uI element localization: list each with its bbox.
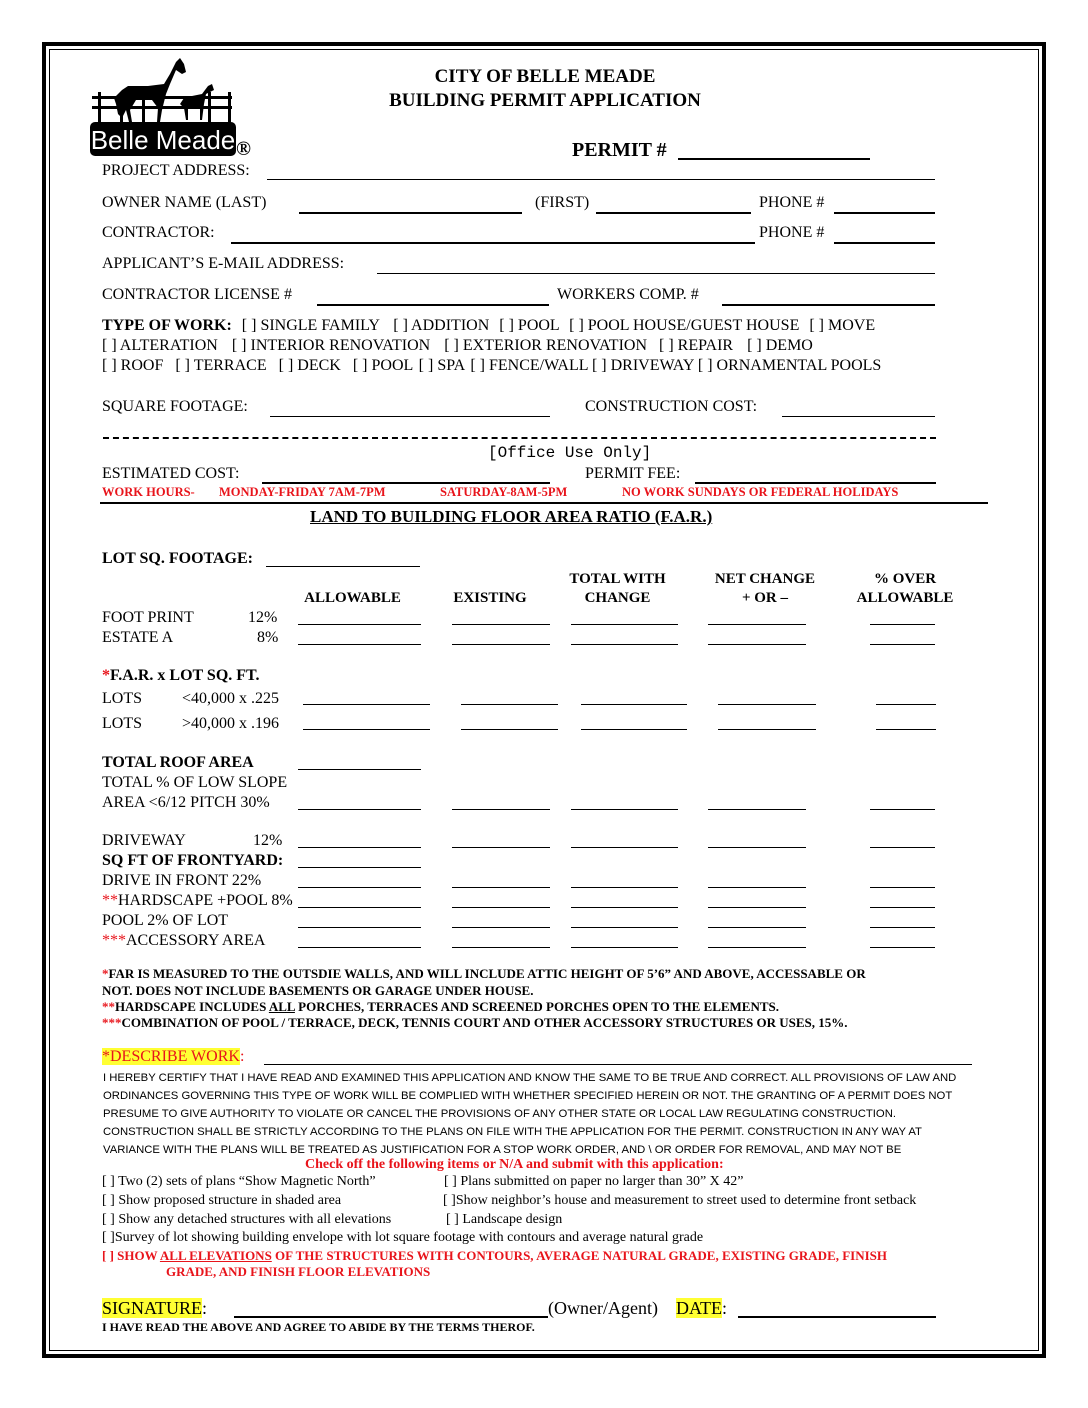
checkbox-interior-renovation[interactable]: [ ] INTERIOR RENOVATION: [231, 337, 431, 354]
lots-large-formula: >40,000 x .196: [182, 715, 280, 732]
estate-a-total-with-change-input[interactable]: [573, 629, 676, 645]
owner-phone-input[interactable]: [836, 195, 933, 211]
checklist-paper-size[interactable]: [ ] Plans submitted on paper no larger than 30” X 42”: [444, 1174, 744, 1189]
low-slope-pct-over-input[interactable]: [872, 794, 933, 810]
checklist-landscape-design[interactable]: [ ] Landscape design: [446, 1212, 563, 1227]
lots-large-total-with-change-input[interactable]: [583, 714, 685, 730]
estate-a-allowable-input[interactable]: [300, 629, 419, 645]
driveway-pct: 12%: [253, 832, 283, 849]
lots-small-label: LOTS: [102, 690, 142, 707]
lots-small-pct-over-input[interactable]: [878, 689, 934, 705]
pool-total-with-change-input[interactable]: [573, 912, 676, 928]
checkbox-addition[interactable]: [ ] ADDITION: [393, 317, 490, 334]
contractor-input[interactable]: [233, 225, 751, 241]
belle-meade-logo: [88, 54, 243, 162]
office-use-divider: [103, 437, 936, 439]
contractor-license-label: CONTRACTOR LICENSE #: [102, 286, 292, 303]
owner-agent-label: (Owner/Agent): [548, 1298, 658, 1318]
estimated-cost-input[interactable]: [264, 465, 548, 481]
pool-existing-input[interactable]: [454, 912, 548, 928]
project-address-label: PROJECT ADDRESS:: [102, 162, 250, 179]
work-hours-label: WORK HOURS-: [102, 485, 195, 499]
square-footage-label: SQUARE FOOTAGE:: [102, 398, 248, 415]
lots-large-net-change-input[interactable]: [720, 714, 814, 730]
contractor-phone-input[interactable]: [836, 225, 933, 241]
lot-sq-footage-input[interactable]: [268, 551, 418, 567]
signature-label: SIGNATURE:: [102, 1298, 208, 1318]
square-footage-input[interactable]: [272, 399, 547, 415]
col-net-change: NET CHANGE + OR –: [714, 571, 816, 606]
footprint-total-with-change-input[interactable]: [573, 609, 676, 625]
driveway-label: DRIVEWAY: [102, 832, 186, 849]
footprint-allowable-input[interactable]: [300, 609, 419, 625]
permit-fee-input[interactable]: [697, 465, 933, 481]
certification-line-5: VARIANCE WITH THE PLANS WILL BE TREATED AS JUSTIFICATION FOR A STOP WORK ORDER, AND \ OR ORDER FOR REMOVAL, AND MAY NOT BE: [103, 1144, 902, 1156]
drive-in-front-net-change-input[interactable]: [710, 872, 804, 888]
checklist-survey[interactable]: [ ]Survey of lot showing building envelope with lot square footage with contours and average natural grade: [102, 1230, 704, 1245]
hardscape-allowable-input[interactable]: [300, 892, 419, 908]
accessory-area-total-with-change-input[interactable]: [573, 932, 676, 948]
lots-large-existing-input[interactable]: [463, 714, 556, 730]
drive-in-front-pct-over-input[interactable]: [872, 872, 933, 888]
note-far-1: *FAR IS MEASURED TO THE OUTSDIE WALLS, AND WILL INCLUDE ATTIC HEIGHT OF 5’6” AND ABOVE, ACCESSABLE OR: [102, 966, 866, 981]
footprint-pct-over-input[interactable]: [872, 609, 933, 625]
contractor-phone-label: PHONE #: [759, 224, 825, 241]
checklist-neighbor-house[interactable]: [ ]Show neighbor’s house and measurement to street used to determine front setback: [443, 1193, 917, 1208]
checkbox-move[interactable]: [ ] MOVE: [809, 317, 876, 334]
lots-small-existing-input[interactable]: [463, 689, 556, 705]
accessory-area-net-change-input[interactable]: [710, 932, 804, 948]
frontyard-label: SQ FT OF FRONTYARD:: [102, 852, 284, 869]
hardscape-total-with-change-input[interactable]: [573, 892, 676, 908]
type-of-work-row-3: [102, 357, 881, 375]
estate-a-pct: 8%: [257, 629, 279, 646]
checklist-elevations-line-2: GRADE, AND FINISH FLOOR ELEVATIONS: [166, 1264, 431, 1279]
owner-last-input[interactable]: [301, 195, 519, 211]
footprint-net-change-input[interactable]: [710, 609, 804, 625]
horse-logo-icon: [88, 54, 243, 162]
work-hours-sunday: NO WORK SUNDAYS OR FEDERAL HOLIDAYS: [622, 485, 899, 499]
col-total-with-change: TOTAL WITH CHANGE: [569, 571, 666, 606]
pool-allowable-input[interactable]: [300, 912, 419, 928]
checkbox-pool-house[interactable]: [ ] POOL HOUSE/GUEST HOUSE: [569, 317, 800, 334]
estate-a-label: ESTATE A: [102, 629, 174, 646]
checklist-detached-structures[interactable]: [ ] Show any detached structures with all elevations: [102, 1212, 392, 1227]
accessory-area-label: ***ACCESSORY AREA: [102, 932, 266, 949]
frontyard-allowable-input[interactable]: [300, 852, 419, 868]
email-input[interactable]: [379, 256, 931, 272]
lots-small-net-change-input[interactable]: [720, 689, 814, 705]
contractor-label: CONTRACTOR:: [102, 224, 215, 241]
col-pct-over-allowable: % OVER ALLOWABLE: [856, 571, 954, 606]
type-of-work-row-1: [102, 317, 875, 335]
checkbox-deck[interactable]: [ ] DECK: [278, 357, 341, 374]
hardscape-net-change-input[interactable]: [710, 892, 804, 908]
registered-mark: ®: [236, 138, 251, 160]
hardscape-existing-input[interactable]: [454, 892, 548, 908]
low-slope-label-1: TOTAL % OF LOW SLOPE: [102, 774, 288, 791]
email-label: APPLICANT’S E-MAIL ADDRESS:: [102, 255, 345, 272]
pool-label: POOL 2% OF LOT: [102, 912, 229, 929]
col-existing: EXISTING: [453, 590, 527, 606]
checkbox-terrace[interactable]: [ ] TERRACE: [175, 357, 267, 374]
accessory-area-existing-input[interactable]: [454, 932, 548, 948]
driveway-existing-input[interactable]: [454, 832, 548, 848]
construction-cost-input[interactable]: [784, 399, 932, 415]
driveway-pct-over-input[interactable]: [872, 832, 933, 848]
agreement-statement: I HAVE READ THE ABOVE AND AGREE TO ABIDE BY THE TERMS THEROF.: [102, 1320, 535, 1334]
lots-small-allowable-input[interactable]: [305, 689, 428, 705]
drive-in-front-existing-input[interactable]: [454, 872, 548, 888]
low-slope-total-with-change-input[interactable]: [573, 794, 676, 810]
lot-sq-footage-label: LOT SQ. FOOTAGE:: [102, 550, 253, 567]
svg-text:Belle Meade: Belle Meade: [90, 125, 236, 155]
certification-line-1: I HEREBY CERTIFY THAT I HAVE READ AND EXAMINED THIS APPLICATION AND KNOW THE SAME TO BE TRUE AND CORRECT. ALL PROVISIONS OF LAW AND: [103, 1072, 957, 1084]
project-address-input[interactable]: [270, 163, 930, 179]
far-formula-heading: *F.A.R. x LOT SQ. FT.: [102, 667, 260, 684]
note-accessory: ***COMBINATION OF POOL / TERRACE, DECK, TENNIS COURT AND OTHER ACCESSORY STRUCTURES OR USES, 15%.: [102, 1015, 848, 1030]
checkbox-demo[interactable]: [ ] DEMO: [747, 337, 813, 354]
total-roof-area-allowable-input[interactable]: [300, 754, 419, 770]
signature-input[interactable]: [236, 1298, 546, 1314]
footprint-pct: 12%: [248, 609, 278, 626]
checkbox-roof[interactable]: [ ] ROOF: [102, 357, 164, 374]
pool-pct-over-input[interactable]: [872, 912, 933, 928]
hardscape-label: **HARDSCAPE +POOL 8%: [102, 892, 293, 909]
workers-comp-label: WORKERS COMP. #: [557, 286, 699, 303]
drive-in-front-label: DRIVE IN FRONT 22%: [102, 872, 262, 889]
total-roof-area-label: TOTAL ROOF AREA: [102, 754, 254, 771]
drive-in-front-total-with-change-input[interactable]: [573, 872, 676, 888]
checkbox-ornamental-pools[interactable]: [ ] ORNAMENTAL POOLS: [697, 357, 882, 374]
checklist-heading: Check off the following items or N/A and submit with this application:: [305, 1157, 724, 1172]
low-slope-allowable-input[interactable]: [300, 794, 419, 810]
checkbox-spa[interactable]: [ ] SPA: [418, 357, 465, 374]
lots-small-formula: <40,000 x .225: [182, 690, 280, 707]
footprint-existing-input[interactable]: [454, 609, 548, 625]
checkbox-exterior-renovation[interactable]: [ ] EXTERIOR RENOVATION: [444, 337, 647, 354]
certification-line-2: ORDINANCES GOVERNING THIS TYPE OF WORK WILL BE COMPLIED WITH WHETHER SPECIFIED HEREIN OR NOT. THE GRANTING OF A PERMIT DOES NOT: [103, 1090, 953, 1102]
city-title: CITY OF BELLE MEADE: [434, 66, 656, 87]
lots-large-allowable-input[interactable]: [305, 714, 428, 730]
low-slope-net-change-input[interactable]: [710, 794, 804, 810]
owner-last-label: OWNER NAME (LAST): [102, 194, 267, 211]
certification-line-3: PRESUME TO GIVE AUTHORITY TO VIOLATE OR CANCEL THE PROVISIONS OF ANY OTHER STATE OR LOCAL LAW REGULATING CONSTRUCTION.: [103, 1108, 897, 1120]
work-hours-saturday: SATURDAY-8AM-5PM: [440, 485, 568, 499]
accessory-area-pct-over-input[interactable]: [872, 932, 933, 948]
driveway-total-with-change-input[interactable]: [573, 832, 676, 848]
estate-a-pct-over-input[interactable]: [872, 629, 933, 645]
construction-cost-label: CONSTRUCTION COST:: [585, 398, 758, 415]
owner-phone-label: PHONE #: [759, 194, 825, 211]
permit-number-input[interactable]: [680, 140, 868, 156]
date-input[interactable]: [740, 1298, 934, 1314]
permit-fee-label: PERMIT FEE:: [585, 465, 681, 482]
lots-large-label: LOTS: [102, 715, 142, 732]
lots-small-total-with-change-input[interactable]: [583, 689, 685, 705]
note-hardscape: **HARDSCAPE INCLUDES ALL PORCHES, TERRACES AND SCREENED PORCHES OPEN TO THE ELEMENTS.: [102, 999, 780, 1014]
checkbox-pool[interactable]: [ ] POOL: [499, 317, 560, 334]
owner-first-input[interactable]: [598, 195, 748, 211]
pool-net-change-input[interactable]: [710, 912, 804, 928]
describe-work-input[interactable]: [266, 1049, 966, 1065]
describe-work-label: *DESCRIBE WORK:: [102, 1048, 245, 1065]
col-allowable: ALLOWABLE: [304, 590, 401, 606]
type-of-work-row-2: [102, 337, 813, 355]
lots-large-pct-over-input[interactable]: [878, 714, 934, 730]
checkbox-pool-2[interactable]: [ ] POOL: [352, 357, 413, 374]
owner-first-label: (FIRST): [535, 194, 590, 211]
permit-number-label: PERMIT #: [572, 139, 667, 161]
checklist-shaded-area[interactable]: [ ] Show proposed structure in shaded area: [102, 1193, 342, 1208]
office-use-label: [Office Use Only]: [488, 444, 652, 462]
checkbox-fence-wall[interactable]: [ ] FENCE/WALL: [470, 357, 588, 374]
type-of-work-label: TYPE OF WORK:: [102, 317, 232, 334]
workers-comp-input[interactable]: [724, 287, 932, 303]
low-slope-existing-input[interactable]: [454, 794, 548, 810]
estate-a-net-change-input[interactable]: [710, 629, 804, 645]
checklist-elevations[interactable]: [ ] SHOW ALL ELEVATIONS OF THE STRUCTURES WITH CONTOURS, AVERAGE NATURAL GRADE, EXISTING GRADE, FINISH: [102, 1248, 888, 1263]
hardscape-pct-over-input[interactable]: [872, 892, 933, 908]
checkbox-driveway[interactable]: [ ] DRIVEWAY: [591, 357, 694, 374]
form-title: BUILDING PERMIT APPLICATION: [389, 90, 701, 111]
contractor-license-input[interactable]: [319, 287, 546, 303]
checkbox-repair[interactable]: [ ] REPAIR: [659, 337, 734, 354]
checkbox-single-family[interactable]: [ ] SINGLE FAMILY: [241, 317, 380, 334]
note-far-2: NOT. DOES NOT INCLUDE BASEMENTS OR GARAGE UNDER HOUSE.: [102, 983, 534, 998]
accessory-area-allowable-input[interactable]: [300, 932, 419, 948]
estate-a-existing-input[interactable]: [454, 629, 548, 645]
footprint-label: FOOT PRINT: [102, 609, 194, 626]
driveway-net-change-input[interactable]: [710, 832, 804, 848]
work-hours-weekday: MONDAY-FRIDAY 7AM-7PM: [219, 485, 386, 499]
far-section-title: LAND TO BUILDING FLOOR AREA RATIO (F.A.R.): [310, 507, 713, 526]
driveway-allowable-input[interactable]: [300, 832, 419, 848]
checkbox-alteration[interactable]: [ ] ALTERATION: [102, 337, 218, 354]
date-label: DATE:: [676, 1298, 728, 1318]
certification-line-4: CONSTRUCTION SHALL BE STRICTLY ACCORDING TO THE PLANS ON FILE WITH THE APPLICATION FOR THE PERMIT. CONSTRUCTION IN ANY WAY AT: [103, 1126, 922, 1138]
checklist-magnetic-north[interactable]: [ ] Two (2) sets of plans “Show Magnetic North”: [102, 1174, 376, 1189]
drive-in-front-allowable-input[interactable]: [300, 872, 419, 888]
section-divider: [100, 502, 988, 504]
low-slope-label-2: AREA <6/12 PITCH 30%: [102, 794, 270, 811]
estimated-cost-label: ESTIMATED COST:: [102, 465, 240, 482]
